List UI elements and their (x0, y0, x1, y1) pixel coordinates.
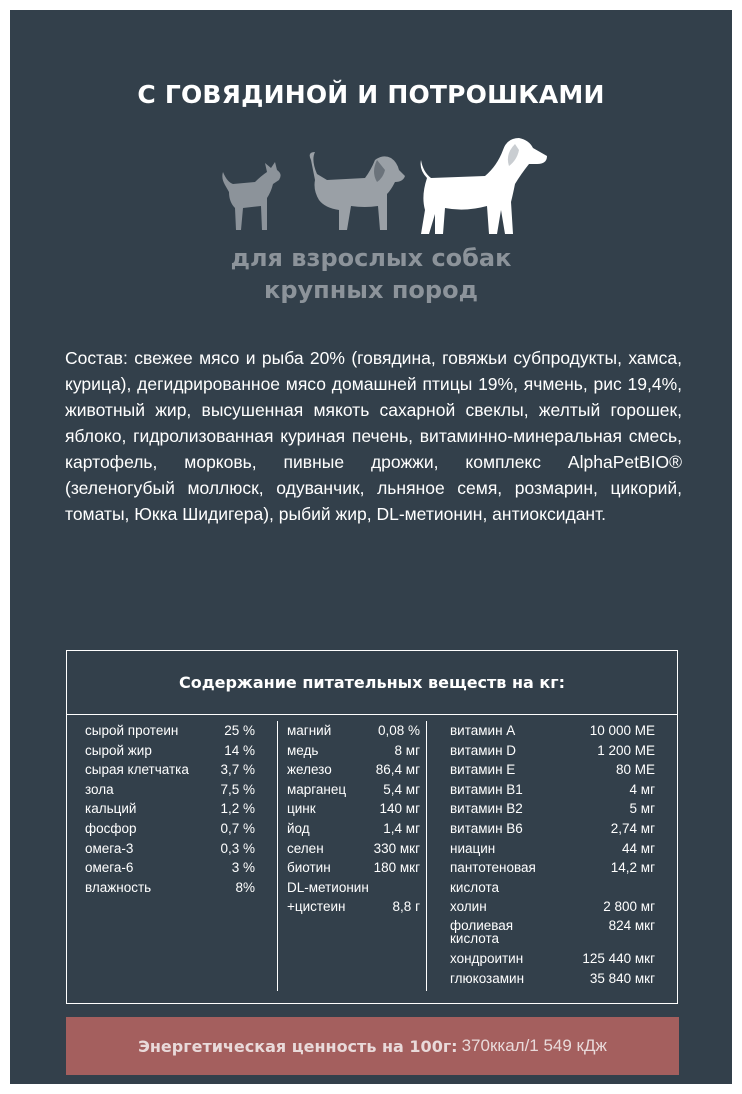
nutrients-column-3 (450, 721, 655, 988)
nutrients-column-2 (277, 721, 427, 991)
nutrient-row: витамин Е 80 МЕ (450, 762, 655, 778)
nutrient-row: кислота (450, 879, 499, 895)
target-audience (10, 242, 732, 306)
nutrient-row: фолиевая кислота 824 мкг (450, 917, 655, 946)
nutrient-row: пантотеновая 14,2 мг (450, 860, 655, 876)
nutrients-table (66, 650, 678, 1004)
dog-size-icons (215, 130, 555, 245)
nutrient-row: DL-метионин (287, 879, 369, 895)
nutrient-row: ниацин 44 мг (450, 840, 655, 856)
nutrients-column-1 (85, 721, 255, 897)
nutrient-row: марганец 5,4 мг (287, 781, 420, 797)
nutrient-row: сырой протеин 25 % (85, 723, 255, 738)
nutrient-row: хондроитин 125 440 мкг (450, 950, 655, 966)
nutrient-row: влажность 8% (85, 879, 255, 895)
nutrient-row: кальций 1,2 % (85, 801, 255, 817)
product-title: С ГОВЯДИНОЙ И ПОТРОШКАМИ (137, 80, 605, 109)
nutrient-row: фосфор 0,7 % (85, 820, 255, 836)
nutrient-row: зола 7,5 % (85, 781, 255, 797)
energy-value-bar (66, 1017, 679, 1075)
nutrient-row: витамин D 1 200 МЕ (450, 742, 655, 758)
nutrient-row: витамин В2 5 мг (450, 801, 655, 817)
composition-text: Состав: свежее мясо и рыба 20% (говядина, говяжьи субпродукты, хамса, курица), дегидрированное мясо домашней птицы 19%, ячмень, рис 19,4%, животный жир, высушенная мякоть сахарной свеклы, желтый горошек, яблоко, гидролизованная куриная печень, витаминно-минеральная смесь, картофель, морковь, пивные дрожжи, комплекс AlphaPetBIO® (зеленогубый моллюск, одуванчик, льняное семя, розмарин, цикорий, томаты, Юкка Шидигера), рыбий жир, DL-метионин, антиоксидант. (65, 348, 682, 524)
nutrient-row: +цистеин 8,8 г (287, 899, 420, 915)
divider (67, 714, 677, 715)
nutrient-row: глюкозамин 35 840 мкг (450, 970, 655, 986)
nutrient-row: омега-3 0,3 % (85, 840, 255, 856)
medium-dog-icon (310, 152, 405, 230)
nutrient-row: сырая клетчатка 3,7 % (85, 762, 255, 778)
nutrients-title: Содержание питательных веществ на кг: (178, 673, 566, 692)
nutrient-row: омега-6 3 % (85, 860, 255, 876)
energy-value: 370ккал/1 549 кДж (461, 1036, 607, 1055)
nutrient-row: сырой жир 14 % (85, 742, 255, 758)
nutrient-row: биотин 180 мкг (287, 860, 420, 876)
subtitle-line-2: крупных пород (264, 276, 478, 304)
nutrient-row: витамин В1 4 мг (450, 781, 655, 797)
nutrient-row: селен 330 мкг (287, 840, 420, 856)
package-panel (10, 10, 732, 1084)
nutrient-row: медь 8 мг (287, 742, 420, 758)
energy-label: Энергетическая ценность на 100г: (138, 1036, 458, 1056)
small-dog-icon (222, 162, 280, 230)
nutrient-row: магний 0,08 % (287, 723, 420, 738)
nutrient-row: железо 86,4 мг (287, 762, 420, 778)
large-dog-icon (421, 138, 547, 234)
nutrient-row: цинк 140 мг (287, 801, 420, 817)
nutrient-row: холин 2 800 мг (450, 899, 655, 915)
subtitle-line-1: для взрослых собак (230, 244, 512, 272)
nutrient-row: витамин А 10 000 МЕ (450, 723, 655, 738)
nutrient-row: витамин В6 2,74 мг (450, 820, 655, 836)
nutrient-row: йод 1,4 мг (287, 820, 420, 836)
